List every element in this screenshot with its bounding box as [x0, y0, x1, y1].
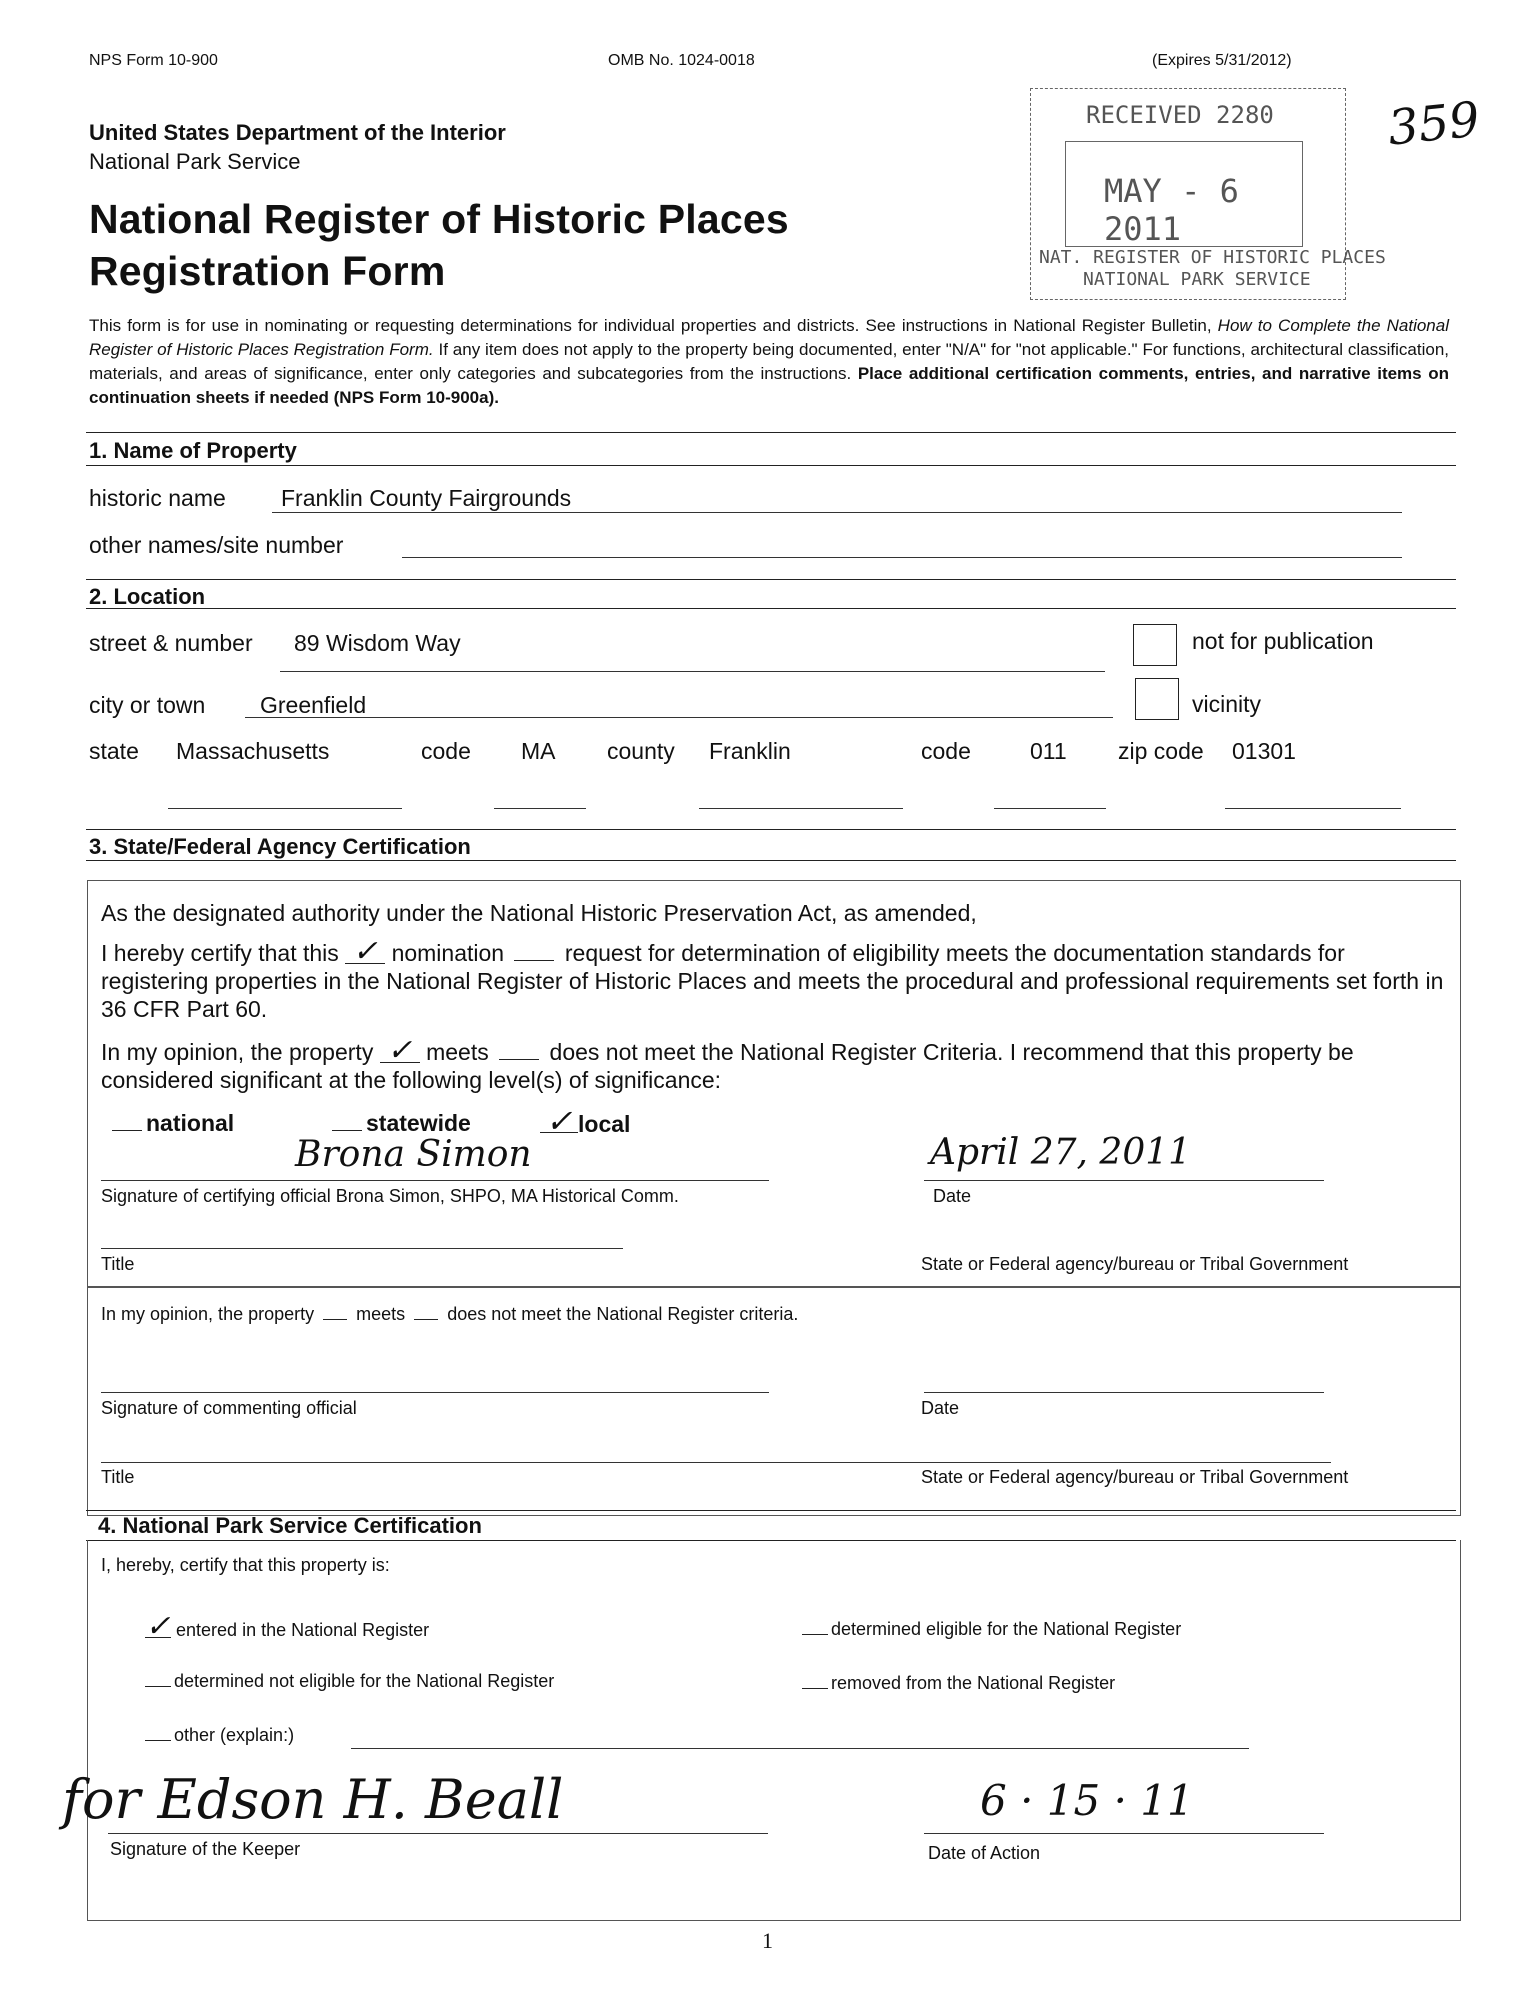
expiration: (Expires 5/31/2012): [1152, 52, 1292, 69]
authority-statement: As the designated authority under the National Historic Preservation Act, as amended,: [101, 900, 977, 926]
meets-check[interactable]: ✓: [380, 1040, 420, 1063]
zip-label: zip code: [1118, 738, 1204, 764]
certifying-title-label: Title: [101, 1254, 135, 1274]
action-date: 6 · 15 · 11: [980, 1776, 1194, 1825]
vicinity-checkbox[interactable]: [1135, 678, 1179, 720]
city-label: city or town: [89, 692, 206, 718]
certification-date: April 27, 2011: [930, 1132, 1192, 1173]
section-1-heading: 1. Name of Property: [89, 438, 297, 463]
historic-name-label: historic name: [89, 485, 226, 511]
state-code-value[interactable]: MA: [521, 738, 556, 764]
received-stamp: [1030, 88, 1386, 300]
street-label: street & number: [89, 630, 253, 656]
county-code-value[interactable]: 011: [1030, 738, 1067, 764]
option-determined-not-eligible[interactable]: determined not eligible for the National Register: [145, 1671, 554, 1692]
service: National Park Service: [89, 149, 301, 174]
section-4-heading: 4. National Park Service Certification: [98, 1513, 482, 1538]
action-date-label: Date of Action: [928, 1843, 1041, 1863]
request-blank[interactable]: [514, 959, 554, 961]
stamp-register: NAT. REGISTER OF HISTORIC PLACES: [1039, 247, 1386, 268]
commenting-date-label: Date: [921, 1398, 960, 1418]
handwritten-reference-number: 359: [1385, 91, 1483, 157]
street-value[interactable]: 89 Wisdom Way: [294, 630, 461, 656]
stamp-date: MAY - 6 2011: [1104, 172, 1239, 248]
commenting-signature-label: Signature of commenting official: [101, 1398, 357, 1418]
county-label: county: [607, 738, 675, 764]
not-for-publication-label: not for publication: [1192, 628, 1374, 654]
zip-value[interactable]: 01301: [1232, 738, 1296, 764]
comment-opinion: In my opinion, the property meets does not meet the National Register criteria.: [101, 1304, 799, 1324]
historic-name-value[interactable]: Franklin County Fairgrounds: [281, 485, 572, 511]
option-removed[interactable]: removed from the National Register: [802, 1673, 1115, 1694]
omb-number: OMB No. 1024-0018: [608, 52, 755, 69]
certifying-signature: Brona Simon: [295, 1134, 532, 1175]
section-3-heading: 3. State/Federal Agency Certification: [89, 834, 471, 859]
nps-certify-intro: I, hereby, certify that this property is:: [101, 1555, 390, 1575]
form-id: NPS Form 10-900: [89, 52, 218, 69]
level-statewide[interactable]: statewide: [328, 1110, 471, 1137]
option-other[interactable]: other (explain:): [145, 1725, 294, 1746]
section-2-heading: 2. Location: [89, 584, 206, 609]
does-not-meet-blank[interactable]: [499, 1058, 539, 1060]
keeper-signature: for Edson H. Beall: [62, 1768, 564, 1831]
county-code-label: code: [921, 738, 971, 764]
not-for-publication-checkbox[interactable]: [1133, 624, 1177, 666]
certifying-agency-label: State or Federal agency/bureau or Tribal Government: [921, 1254, 1349, 1274]
level-national[interactable]: national: [108, 1110, 234, 1137]
opinion-statement: In my opinion, the property ✓ meets does not meet the National Register Criteria. I recommend that this property be considered significant at the following level(s) of significance:: [101, 1033, 1354, 1093]
commenting-title-label: Title: [101, 1467, 135, 1487]
nomination-check[interactable]: ✓: [345, 941, 385, 964]
certification-date-label: Date: [933, 1186, 972, 1206]
certifying-signature-label: Signature of certifying official Brona Simon, SHPO, MA Historical Comm.: [101, 1186, 679, 1206]
commenting-agency-label: State or Federal agency/bureau or Tribal Government: [921, 1467, 1349, 1487]
keeper-signature-label: Signature of the Keeper: [110, 1839, 301, 1859]
department: United States Department of the Interior: [89, 120, 506, 145]
state-value[interactable]: Massachusetts: [176, 738, 330, 764]
stamp-received: RECEIVED 2280: [1086, 101, 1274, 129]
page-title: National Register of Historic Places: [89, 196, 789, 242]
level-local[interactable]: ✓ local: [540, 1110, 630, 1138]
state-code-label: code: [421, 738, 471, 764]
stamp-service: NATIONAL PARK SERVICE: [1083, 269, 1311, 290]
county-value[interactable]: Franklin: [709, 738, 791, 764]
option-entered[interactable]: ✓ entered in the National Register: [145, 1609, 430, 1644]
certify-statement: I hereby certify that this ✓ nomination request for determination of eligibility meets the documentation standards for registering properties in the National Register of Historic Places and meets the procedural and professional requirements set forth in 36 CFR Part 60.: [101, 934, 1444, 1022]
state-label: state: [89, 738, 139, 764]
other-names-label: other names/site number: [89, 532, 344, 558]
vicinity-label: vicinity: [1192, 691, 1262, 717]
page-number: 1: [762, 1928, 773, 1953]
city-value[interactable]: Greenfield: [260, 692, 367, 718]
option-determined-eligible[interactable]: determined eligible for the National Register: [802, 1619, 1181, 1640]
intro-paragraph: This form is for use in nominating or requesting determinations for individual properties and districts. See instructions in National Register Bulletin, How to Complete the National Register of Historic Places Registration Form. If any item does not apply to the property being documented, enter "N/A" for "not applicable." For functions, architectural classification, materials, and areas of significance, enter only categories and subcategories from the instructions. Place additional certification comments, entries, and narrative items on continuation sheets if needed (NPS Form 10-900a).: [89, 316, 1450, 407]
page-subtitle: Registration Form: [89, 248, 446, 294]
